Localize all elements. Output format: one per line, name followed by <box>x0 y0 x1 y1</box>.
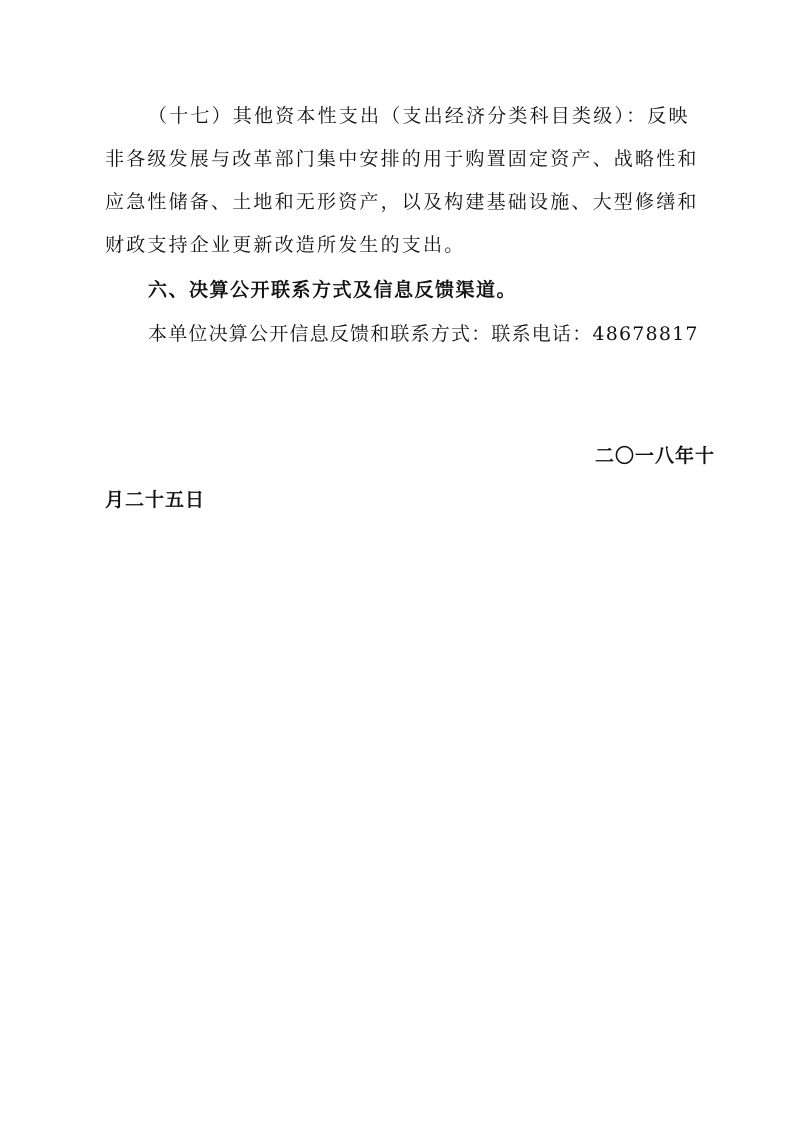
section-17-line-2: 非各级发展与改革部门集中安排的用于购置固定资产、战略性和 <box>105 148 699 170</box>
section-6-heading: 六、决算公开联系方式及信息反馈渠道。 <box>148 279 518 301</box>
section-17-line-1: （十七）其他资本性支出（支出经济分类科目类级）：反映 <box>148 105 690 127</box>
section-17-line-4: 财政支持企业更新改造所发生的支出。 <box>105 234 466 256</box>
contact-info-line: 本单位决算公开信息反馈和联系方式：联系电话：48678817 <box>148 323 699 345</box>
date-line-1: 二〇一八年十 <box>594 445 715 467</box>
section-17-line-3: 应急性储备、土地和无形资产，以及构建基础设施、大型修缮和 <box>105 191 699 213</box>
date-line-2: 月二十五日 <box>105 489 206 511</box>
